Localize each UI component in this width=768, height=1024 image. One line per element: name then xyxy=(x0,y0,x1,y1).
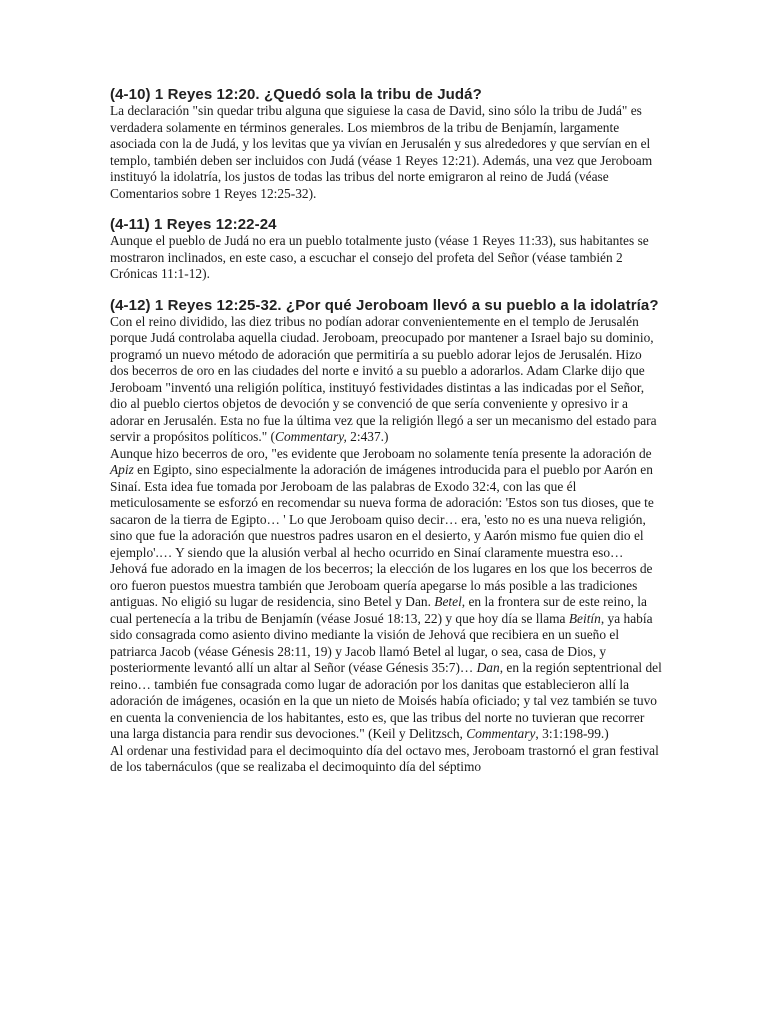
section-paragraph: Al ordenar una festividad para el decimoquinto día del octavo mes, Jeroboam trastornó el gran festival de los tabernáculos (que se realizaba el decimoquinto día del séptimo xyxy=(110,742,659,774)
citation-title: Commentary xyxy=(466,726,536,741)
paragraph-text: , en la frontera sur de este reino, la cual pertenecía a la tribu de Benjamín (véase Josué 18:13, 22) y que hoy día se llama xyxy=(110,594,647,626)
paragraph-text: Con el reino dividido, las diez tribus no podían adorar convenientemente en el templo de Jerusalén porque Judá controlaba aquella ciudad. Jeroboam, preocupado por mantener a Israel bajo su dominio, programó un nuevo método de adoración que permitiría a su pueblo adorar lejos de Jerusalén. Hizo dos becerros de oro en las ciudades del norte e invitó a su pueblo a adorarlos. Adam Clarke dijo que Jeroboam "inventó una religión política, instituyó festividades distintas a las indicadas por el Señor, dio al pueblo ciertos objetos de devoción y se convenció de que sería conveniente y opresivo ir a adorar en Jerusalén. Esta no fue la última vez que la religión llegó a ser un mecanismo del estado para servir a propósitos políticos." ( xyxy=(110,313,657,444)
section-heading-4-10: (4-10) 1 Reyes 12:20. ¿Quedó sola la tribu de Judá? xyxy=(110,86,482,103)
italic-term: Dan xyxy=(476,660,500,675)
paragraph-text: en Egipto, sino especialmente la adoración de imágenes introducida para el pueblo por Aarón en Sinaí. Esta idea fue tomada por Jeroboam de las palabras de Exodo 32:4, con las que él meticulosamente se esforzó en recomendar su nueva forma de adoración: 'Estos son tus dioses, que te sacaron de la tierra de Egipto… ' Lo que Jeroboam quiso decir… era, 'esto no es una nueva religión, sino que fue la adoración que nuestros padres usaron en el desierto, y Aarón mismo fue quien dio el ejemplo'.… Y siendo que la alusión verbal al hecho ocurrido en Sinaí claramente muestra eso… Jehová fue adorado en la imagen de los becerros; la elección de los lugares en los que los becerros de oro fueron puestos muestra también que Jeroboam quería apegarse lo más posible a las tradiciones antiguas. No eligió su lugar de residencia, sino Betel y Dan. xyxy=(110,462,654,609)
paragraph-text: , en la región septentrional del reino… también fue consagrada como lugar de adoración por los danitas que establecieron allí la adoración de imágenes, ocasión en la que un nieto de Moisés había oficiado; y tal vez también se tuvo en cuenta la conveniencia de los habitantes, esto es, que las tribus del norte no tuvieran que recorrer una larga distancia para rendir sus devociones." (Keil y Delitzsch, xyxy=(110,660,662,741)
italic-term: Betel xyxy=(434,594,462,609)
section-paragraph: La declaración "sin quedar tribu alguna que siguiese la casa de David, sino sólo la tribu de Judá" es verdadera solamente en términos generales. Los miembros de la tribu de Benjamín, largamente asociada con la de Judá, y los levitas que ya vivían en Jerusalén y sus alrededores y que servían en el templo, también deben ser incluidos con Judá (véase 1 Reyes 12:21). Además, una vez que Jeroboam instituyó la idolatría, los justos de todas las tribus del norte emigraron al reino de Judá (véase Comentarios sobre 1 Reyes 12:25-32). xyxy=(110,103,653,201)
paragraph-text: , ya había sido consagrada como asiento divino mediante la visión de Jehová que recibiera en un sueño el patriarca Jacob (véase Génesis 28:11, 19) y Jacob llamó Betel al lugar, o sea, casa de Dios, y posteriormente levantó allí un altar al Señor (véase Génesis 35:7)… xyxy=(110,610,653,675)
document-page xyxy=(110,86,662,776)
section-paragraph xyxy=(110,314,662,446)
paragraph-text: , 3:1:198-99.) xyxy=(535,726,609,741)
paragraph-text: 2:437.) xyxy=(346,429,389,444)
italic-term: Beitín xyxy=(568,610,601,626)
paragraph-text: Aunque hizo becerros de oro, "es evidente que Jeroboam no solamente tenía presente la adoración de xyxy=(110,445,652,461)
section-heading-4-11: (4-11) 1 Reyes 12:22-24 xyxy=(110,216,277,233)
citation-title: Commentary, xyxy=(275,429,347,444)
section-paragraph: Aunque el pueblo de Judá no era un pueblo totalmente justo (véase 1 Reyes 11:33), sus habitantes se mostraron inclinados, en este caso, a escuchar el consejo del profeta del Señor (véase también 2 Crónicas 11:1-12). xyxy=(110,233,649,281)
section-heading-4-12: (4-12) 1 Reyes 12:25-32. ¿Por qué Jeroboam llevó a su pueblo a la idolatría? xyxy=(110,296,659,314)
italic-term: Apiz xyxy=(110,462,134,477)
section-paragraph xyxy=(110,446,662,743)
